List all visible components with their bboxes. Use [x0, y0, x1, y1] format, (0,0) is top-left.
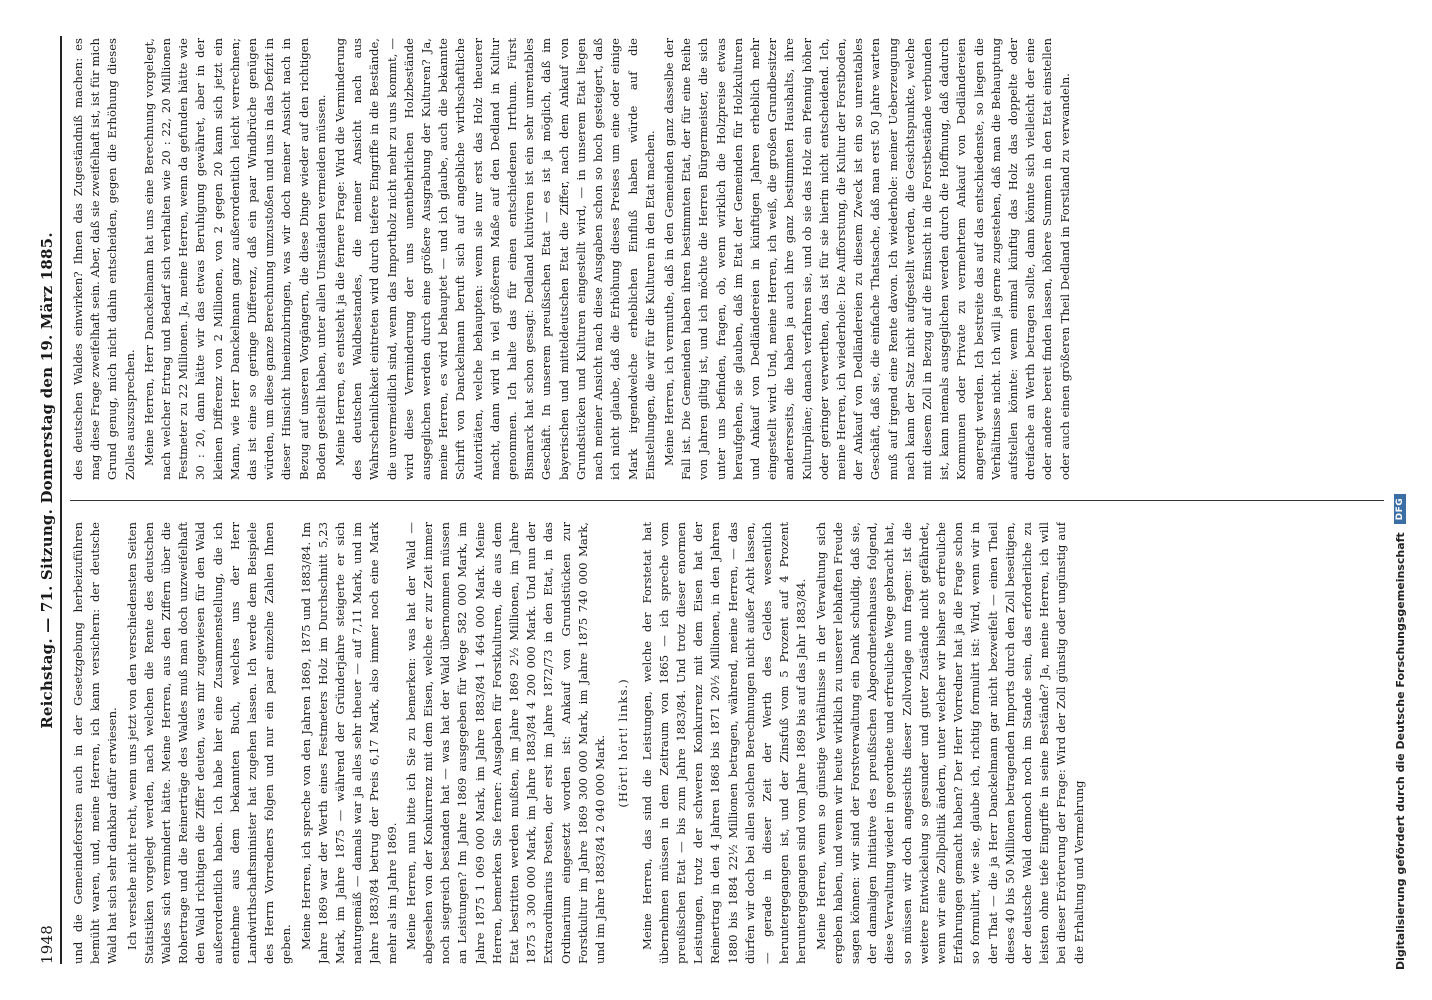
- digitization-credit: [1388, 30, 1412, 970]
- paragraph: Meine Herren, wenn so günstige Verhältnisse in der Verwaltung sich ergeben haben, und wenn wir heute wirklich zu unserer lebhaften Freude sagen können: wir sind der Forstverwaltung ein Dank schuldig, daß sie, der damaligen Initiative des preußischen Abgeordnetenhauses folgend, diese Verwaltung wieder in geordnete und erfreuliche Wege gebracht hat, so müssen wir doch angesichts dieser Zollvorlage nun fragen: Ist die weitere Entwickelung so gesunder und guter Zustände nicht gefährdet, wenn wir eine Zollpolitik ändern, unter welcher wir bisher so erfreuliche Erfahrungen gemacht haben? Der Herr Vorredner hat ja die Frage schon so formulirt, wie sie, glaube ich, richtig formulirt ist: Wird, wenn wir in der That — die ja Herr Danckelmann gar nicht bezweifelt — einen Theil dieses 40 bis 50 Millionen betragenden Imports durch den Zoll beseitigen, der deutsche Wald dennoch noch im Stande sein, das erforderliche zu leisten ohne tiefe Eingriffe in seine Bestände? Ja, meine Herren, ich will bei dieser Erörterung der Frage: Wird der Zoll günstig oder ungünstig auf die Erhaltung und Vermehrung: [813, 522, 1086, 964]
- paragraph: Meine Herren, ich vermuthe, daß in den Gemeinden ganz dasselbe der Fall ist. Die Gemeinden haben ihren bestimmten Etat, der für eine Reihe von Jahren giltig ist, und ich möchte die Herren Bürgermeister, die sich unter uns befinden, fragen, ob, wenn wirklich die Holzpreise etwas heraufgehen, sie glauben, daß im Etat der Gemeinden für Holzkulturen und Ankauf von Dedländereien in künftigen Jahren erheblich mehr eingestellt wird. Und, meine Herren, ich weiß, die großen Grundbesitzer andererseits, die haben ja auch ihre ganz bestimmten Haushalts, ihre Kulturpläne; danach verfahren sie, und ob sie das Holz ein Pfennig höher oder geringer verwerthen, das ist für sie hierin nicht entscheidend. Ich, meine Herren, ich wiederhole: Die Aufforstung, die Kultur der Forstboden, der Ankauf von Dedländereien zu diesem Zweck ist ein so unrentables Geschäft, daß sie, die einfache Thatsache, daß man erst 50 Jahre warten muß auf irgend eine Rente davon. Ich wiederhole: meiner Ueberzeugung nach kann der Satz nicht aufgestellt werden, die Gesichtspunkte, welche mit diesem Zoll in Bezug auf die Einsicht in die Forstbestände verbunden ist, kann niemals ausgeglichen werden durch die Hoffnung, daß dadurch Kommunen oder Private zu vermehrtem Ankauf von Dedländereien angeregt werden. Ich bestreite das auf das entschiedenste, so liegen die Verhältnisse nicht. Ich will ja gerne zugestehen, daß man die Behauptung aufstellen könnte: wenn einmal künftig das Holz das doppelte oder dreifache an Werth betragen sollte, dann könnte sich vielleicht der eine oder andere bereit finden lassen, höhere Summen in den Etat einstellen oder auch einen größeren Theil Dedland in Forstland zu verwandeln.: [661, 38, 1072, 480]
- page-header: [22, 36, 60, 964]
- paragraph: des deutschen Waldes einwirken? Ihnen das Zugeständniß machen: es mag diese Frage zweifelhaft sein. Aber, daß sie zweifelhaft ist, ist für mich Grund genug, mich nicht dahin entscheiden, gegen die Erhöhung dieses Zolles auszusprechen.: [71, 38, 137, 480]
- paragraph: Meine Herren, das sind die Leistungen, welche der Forstetat hat übernehmen müssen in dem Zeitraum von 1865 — ich spreche vom preußischen Etat — bis zum Jahre 1883/84. Und trotz dieser enormen Leistungen, trotz der schweren Konkurrenz mit dem Eisen hat der Reinertrag in den 4 Jahren 1868 bis 1871 20½ Millionen, in den Jahren 1880 bis 1884 22½ Millionen betragen, während, meine Herren, — das dürfen wir doch bei allen solchen Berechnungen nicht außer Acht lassen, — gerade in dieser Zeit der Werth des Geldes wesentlich heruntergegangen ist, und der Zinsfuß vom 5 Prozent auf 4 Prozent heruntergegangen sind vom Jahre 1869 bis auf das Jahr 1883/84.: [639, 522, 809, 964]
- paragraph: (Hört! hört! links.): [616, 678, 631, 808]
- running-title: Reichstag. — 71. Sitzung. Donnerstag den 19. März 1885.: [38, 232, 56, 729]
- left-column: [70, 522, 1384, 964]
- credit-text: Digitalisierung gefördert durch die Deutsche Forschungsgemeinschaft: [1393, 532, 1407, 970]
- paragraph: Meine Herren, es entsteht ja die fernere Frage: Wird die Verminderung des deutschen Waldbestandes, die meiner Ansicht nach aus Wahrscheinlichkeit eintreten wird durch tiefere Eingriffe in die Bestände, die unvermeidlich sind, wenn das Importholz nicht mehr zu uns kommt, — wird diese Verminderung der uns unentbehrlichen Holzbestände ausgeglichen werden durch eine größere Ausgrabung der Kulturen? Ja, meine Herren, es wird behauptet — und ich glaube, auch die bekannte Schrift von Danckelmann beruft sich auf angebliche wirthschaftliche Autoritäten, welche behaupten: wenn sie nur erst das Holz theuerer macht, dann wird in viel größerem Maße auf den Dedland in Kultur genommen. Ich halte das für einen entschiedenen Irrthum. Fürst Bismarck hat schon gesagt: Dedland kultiviren ist ein sehr unrentables Geschäft. In unserem preußischen Etat — es ist ja möglich, daß im bayerischen und mitteldeutschen Etat die Ziffer, nach dem Ankauf von Grundstücken und Kulturen eingestellt wird, — in unserem Etat liegen nach meiner Ansicht nach diese Ausgaben schon so hoch gesteigert, daß ich nicht glaube, daß die Erhöhung dieses Preises um eine oder einige Mark irgendwelche erheblichen Einfluß haben würde auf die Einstellungen, die wir für die Kulturen in den Etat machen.: [333, 38, 657, 480]
- paragraph: und die Gemeindeforsten auch in der Gesetzgebung herbeizuführen bemüht waren, und, meine Herren, ich kann versichern: der deutsche Wald hat sich sehr dankbar dafür erwiesen.: [71, 522, 120, 964]
- paragraph: Meine Herren, Herr Danckelmann hat uns eine Berechnung vorgelegt, nach welcher Ertrag und Bedarf sich verhalten wie 20 : 22, 20 Millionen Festmeter zu 22 Millionen. Ja, meine Herren, wenn da gefunden hätte wie 30 : 20, dann hätte wir das etwas Beruhigung gewähret, aber in der kleinen Differenz von 2 Millionen, von 2 gegen 20 kann sich jetzt ein Mann, wie Herr Danckelmann ganz außerordentlich leicht verrechnen; das ist eine so geringe Differenz, daß ein paar Windbrüche genügen würden, um diese ganze Berechnung umzustoßen und uns in das Defizit in dieser Hinsicht hineinzubringen, was wir doch meiner Ansicht nach in Bezug auf unseren Vorgängern, die diese Dinge wieder auf den richtigen Boden gestellt haben, unter allen Umständen vermeiden müssen.: [141, 38, 328, 480]
- paragraph: Meine Herren, ich spreche von den Jahren 1869, 1875 und 1883/84. Im Jahre 1869 war der Werth eines Festmeters Holz im Durchschnitt 5,23 Mark, im Jahre 1875 — während der Gründerjahre steigerte er sich naturgemäß — damals war ja alles sehr theuer — auf 7,11 Mark, und im Jahre 1883/84 betrug der Preis 6,17 Mark, also immer noch eine Mark mehr als im Jahre 1869.: [298, 522, 399, 964]
- dfg-logo: DFG: [1394, 494, 1406, 525]
- paragraph: Ich verstehe nicht recht, wenn uns jetzt von den verschiedensten Seiten Statistiken vorgelegt werden, nach welchen die Rente des deutschen Waldes sich vermindert hätte. Meine Herren, aus den Ziffern über die Rohertrage und die Reinerträge des Waldes muß man doch unzweifelhaft den Wald richtigen die Ziffer deuten, was mir zugewiesen für den Wald außerordentlich haben. Ich habe hier eine Zusammenstellung, die ich entnehme aus dem bekannten Buch, welches uns der Herr Landwirthschaftsminister hat zugehen lassen. Ich werde dem Beispiele des Herrn Vorredners folgen und nur ein paar einzelne Zahlen Ihnen geben.: [124, 522, 294, 964]
- column-divider: [70, 500, 1384, 501]
- paragraph: Meine Herren, nun bitte ich Sie zu bemerken: was hat der Wald — abgesehen von der Konkurrenz mit dem Eisen, welche er zur Zeit immer noch siegreich bestanden hat — was hat der Wald übernommen müssen an Leistungen? Im Jahre 1869 ausgegeben für Wege 582 000 Mark, im Jahre 1875 1 069 000 Mark, im Jahre 1883/84 1 464 000 Mark. Meine Herren, bemerken Sie ferner: Ausgaben für Forstkulturen, die aus dem Etat bestritten werden mußten, im Jahre 1869 2½ Millionen, im Jahre 1875 3 300 000 Mark, im Jahre 1883/84 4 200 000 Mark. Und nun der Extraordinarius Posten, der erst im Jahre 1872/73 in den Etat, in das Ordinarium eingesetzt worden ist: Ankauf von Grundstücken zur Forstkultur im Jahre 1869 300 000 Mark, im Jahre 1875 740 000 Mark, und im Jahre 1883/84 2 040 000 Mark.: [403, 522, 608, 964]
- header-rule: [60, 36, 62, 964]
- page-number: 1948: [38, 925, 56, 964]
- right-column: [70, 38, 1384, 480]
